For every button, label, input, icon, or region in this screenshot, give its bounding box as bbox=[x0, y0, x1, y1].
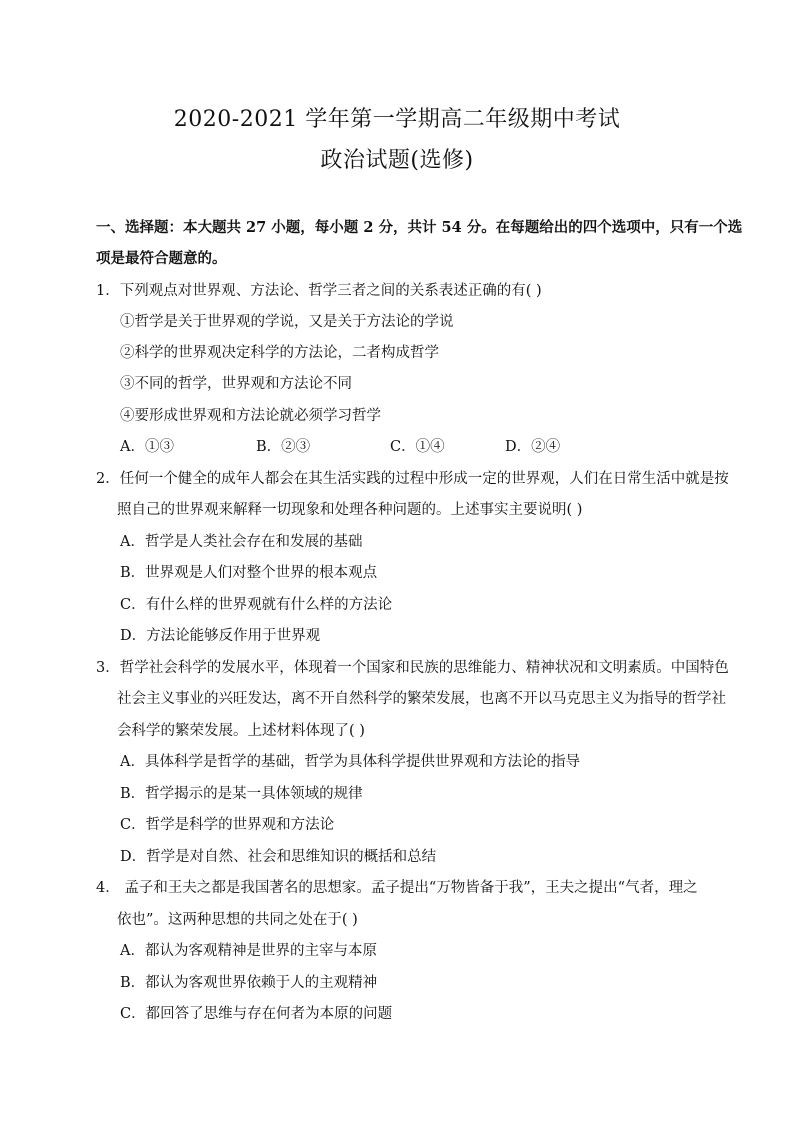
question-4-option-b: B．都认为客观世界依赖于人的主观精神 bbox=[120, 975, 378, 991]
question-3-option-b: B．哲学揭示的是某一具体领域的规律 bbox=[120, 786, 363, 802]
section-instruction-line-2: 项是最符合题意的。 bbox=[96, 250, 227, 267]
question-3-option-d: D．哲学是对自然、社会和思维知识的概括和总结 bbox=[120, 849, 437, 865]
question-3-option-c: C．哲学是科学的世界观和方法论 bbox=[120, 817, 335, 833]
question-1-stem: 1．下列观点对世界观、方法论、哲学三者之间的关系表述正确的有( ) bbox=[96, 283, 542, 299]
question-3-stem-line-3: 会科学的繁荣发展。上述材料体现了( ) bbox=[117, 723, 365, 739]
question-1-option-c: C．①④ bbox=[390, 439, 445, 455]
section-instruction-line-1: 一、选择题：本大题共 27 小题，每小题 2 分，共计 54 分。在每题给出的四个选项中，只有一个选 bbox=[96, 219, 743, 236]
question-3-stem-line-1: 3．哲学社会科学的发展水平，体现着一个国家和民族的思维能力、精神状况和文明素质。中国特色 bbox=[96, 660, 729, 676]
question-4-option-a: A．都认为客观精神是世界的主宰与本原 bbox=[120, 943, 377, 959]
question-1-statement-4: ④要形成世界观和方法论就必须学习哲学 bbox=[120, 408, 381, 424]
question-4-stem-line-2: 依也”。这两种思想的共同之处在于( ) bbox=[117, 912, 358, 928]
question-2-option-b: B．世界观是人们对整个世界的根本观点 bbox=[120, 565, 378, 581]
question-2-option-a: A．哲学是人类社会存在和发展的基础 bbox=[120, 534, 363, 550]
question-4-stem-line-1: 4． 孟子和王夫之都是我国著名的思想家。孟子提出“万物皆备于我”，王夫之提出“气者，理之 bbox=[96, 880, 698, 896]
exam-title: 2020-2021 学年第一学期高二年级期中考试 bbox=[173, 107, 621, 132]
question-2-stem-line-2: 照自己的世界观来解释一切现象和处理各种问题的。上述事实主要说明( ) bbox=[117, 502, 583, 518]
question-2-option-d: D．方法论能够反作用于世界观 bbox=[120, 628, 321, 644]
question-3-option-a: A．具体科学是哲学的基础，哲学为具体科学提供世界观和方法论的指导 bbox=[120, 754, 580, 770]
question-1-option-d: D．②④ bbox=[505, 439, 561, 455]
question-1-statement-2: ②科学的世界观决定科学的方法论，二者构成哲学 bbox=[120, 345, 439, 361]
question-3-stem-line-2: 社会主义事业的兴旺发达，离不开自然科学的繁荣发展，也离不开以马克思主义为指导的哲学社 bbox=[117, 691, 726, 707]
question-1-statement-3: ③不同的哲学，世界观和方法论不同 bbox=[120, 376, 352, 392]
exam-subtitle: 政治试题(选修) bbox=[320, 148, 474, 173]
question-2-option-c: C．有什么样的世界观就有什么样的方法论 bbox=[120, 597, 393, 613]
question-4-option-c: C．都回答了思维与存在何者为本原的问题 bbox=[120, 1006, 393, 1022]
question-1-statement-1: ①哲学是关于世界观的学说，又是关于方法论的学说 bbox=[120, 314, 454, 330]
question-2-stem-line-1: 2．任何一个健全的成年人都会在其生活实践的过程中形成一定的世界观，人们在日常生活中就是按 bbox=[96, 471, 729, 487]
question-1-option-a: A．①③ bbox=[120, 439, 174, 455]
question-1-option-b: B．②③ bbox=[256, 439, 311, 455]
